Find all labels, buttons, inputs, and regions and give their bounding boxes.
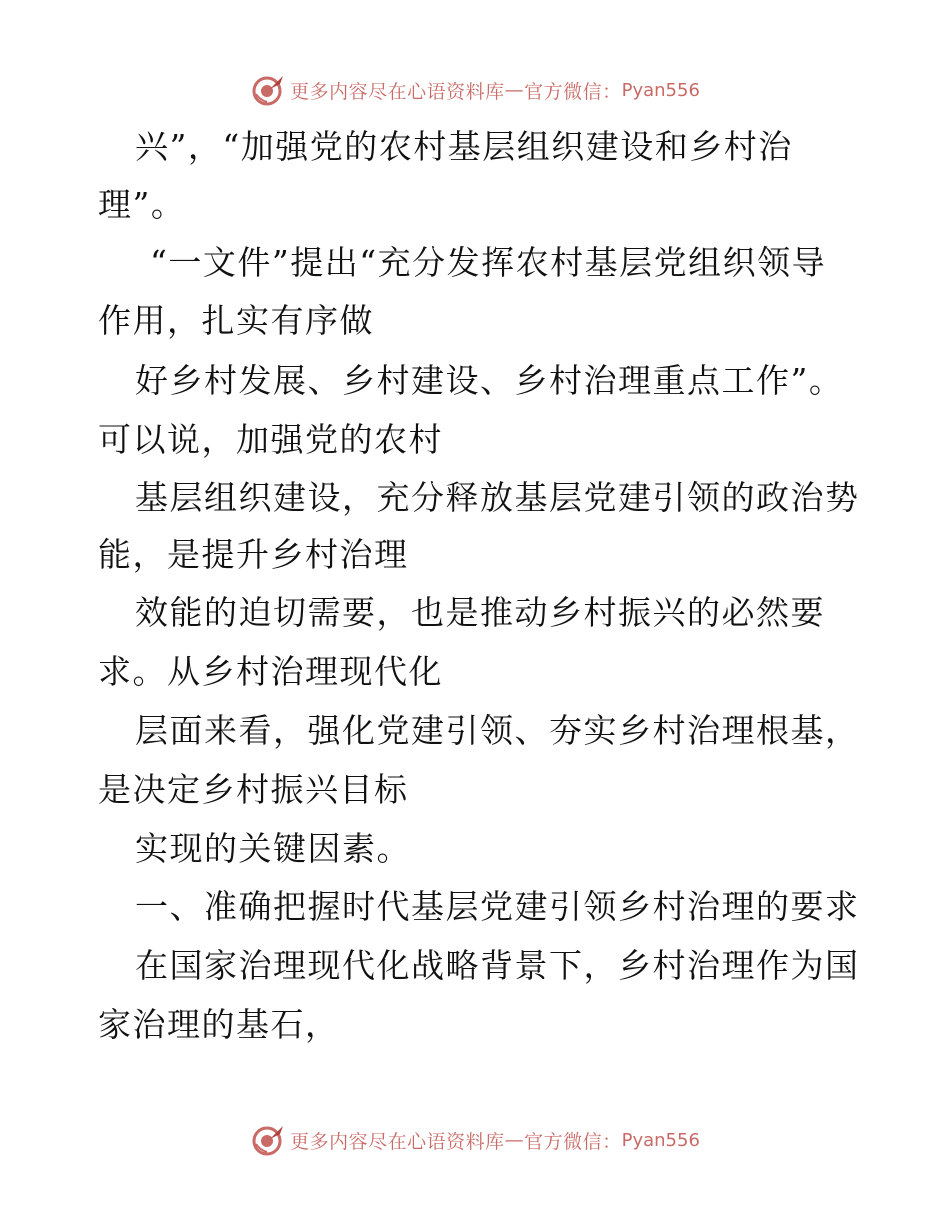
text-line: 实现的关键因素。	[135, 829, 411, 868]
text-line: 作用，扎实有序做	[98, 301, 374, 340]
watermark-separator: —	[504, 1129, 525, 1151]
text-line: 兴”，“加强党的农村基层组织建设和乡村治	[135, 127, 793, 166]
quill-logo-icon	[250, 1122, 286, 1158]
section-heading: 一、准确把握时代基层党建引领乡村治理的要求	[135, 887, 860, 926]
text-line: 基层组织建设，充分释放基层党建引领的政治势	[135, 478, 860, 517]
watermark-wechat-label: 官方微信：	[524, 1130, 622, 1153]
watermark-brand-text: 更多内容尽在心语资料库	[290, 1130, 505, 1153]
text-line: “一文件”提出“充分发挥农村基层党组织领导	[150, 243, 827, 282]
text-line: 家治理的基石，	[98, 1005, 340, 1044]
text-line: 理”。	[98, 185, 186, 224]
text-line: 求。从乡村治理现代化	[98, 652, 443, 691]
watermark-brand-text: 更多内容尽在心语资料库	[290, 80, 505, 103]
watermark-wechat-id: Pyan556	[621, 1129, 700, 1151]
text-line: 能，是提升乡村治理	[98, 535, 409, 574]
text-line: 可以说，加强党的农村	[98, 420, 443, 459]
text-line: 在国家治理现代化战略背景下，乡村治理作为国	[135, 946, 860, 985]
text-line: 是决定乡村振兴目标	[98, 770, 409, 809]
watermark-separator: —	[504, 79, 525, 101]
text-line: 效能的迫切需要，也是推动乡村振兴的必然要	[135, 593, 825, 632]
footer-watermark	[0, 1120, 950, 1160]
text-line: 层面来看，强化党建引领、夯实乡村治理根基，	[135, 711, 860, 750]
text-line: 好乡村发展、乡村建设、乡村治理重点工作”。	[135, 361, 844, 400]
watermark-wechat-label: 官方微信：	[524, 80, 622, 103]
watermark-wechat-id: Pyan556	[621, 79, 700, 101]
